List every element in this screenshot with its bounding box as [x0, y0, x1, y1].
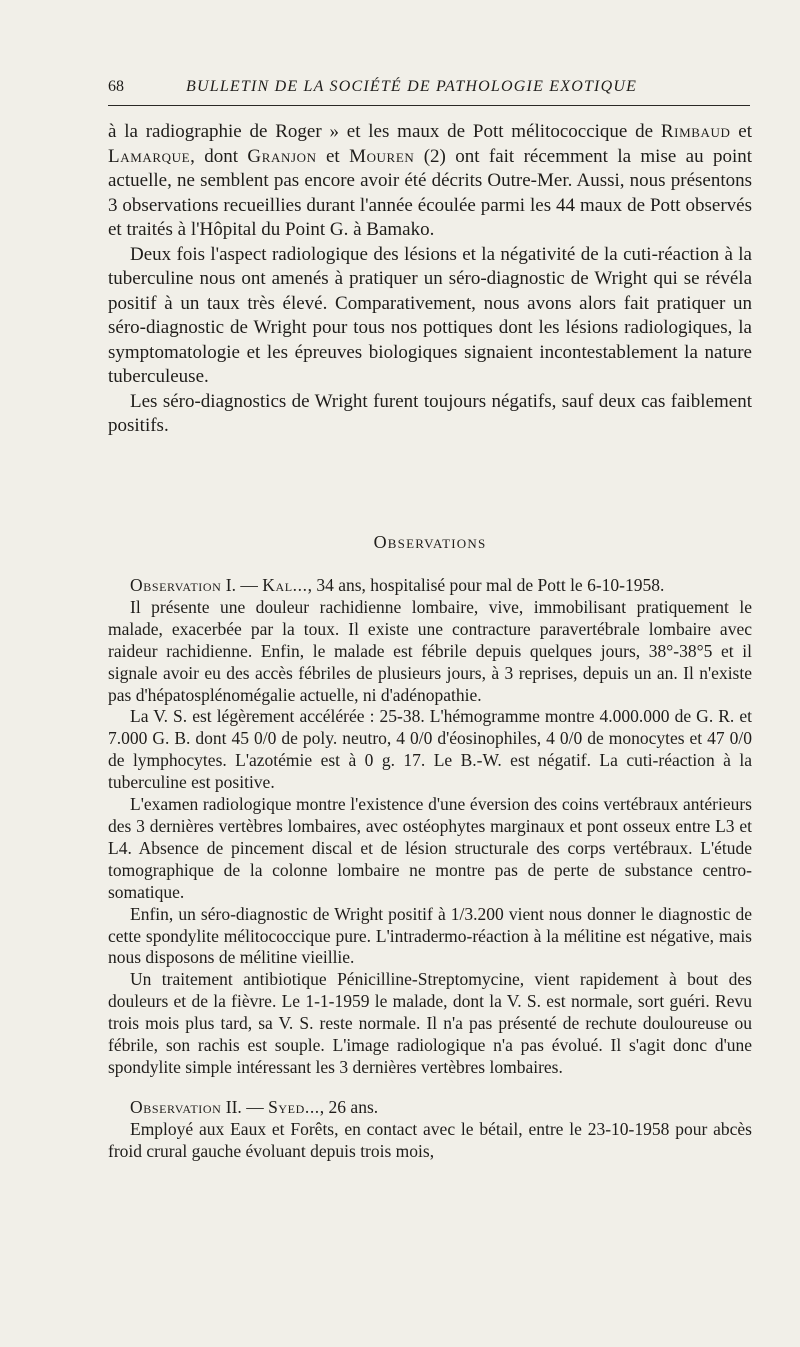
text-run: , dont	[190, 145, 248, 167]
observation-number: II.	[221, 1096, 242, 1117]
intro-paragraph-2: Deux fois l'aspect radiologique des lésions et la négativité de la cuti-réaction à la tuberculine nous ont amenés à pratiquer un séro-diagnostic de Wright qui se révéla positif à un taux très élevé. Comparativement, nous avons alors fait pratiquer un séro-diagnostic de Wright pour tous nos pottiques dont les lésions radiologiques, la symptomatologie et les épreuves biologiques signaient incontestablement la nature tuberculeuse.	[108, 243, 752, 387]
author-name: Mouren	[349, 145, 415, 167]
section-heading: Observations	[373, 532, 487, 552]
observation-1-paragraph-2: La V. S. est légèrement accélérée : 25-38. L'hémogramme montre 4.000.000 de G. R. et 7.000 G. B. dont 45 0/0 de poly. neutro, 4 0/0 d'éosinophiles, 4 0/0 de monocytes et 47 0/0 de lymphocytes. L'azotémie est à 0 g. 17. Le B.-W. est négatif. La cuti-réaction à la tuberculine est positive.	[108, 706, 752, 793]
observation-1-heading	[108, 575, 752, 597]
text-run: à la radiographie de Roger » et les maux de Pott mélitococcique de	[108, 121, 661, 142]
text-run: —	[241, 1096, 269, 1117]
observation-1-paragraph-1: Il présente une douleur rachidienne lombaire, vive, immobilisant pratiquement le malade, exacerbée par la toux. Il existe une contracture paravertébrale lombaire avec raideur rachidienne. Enfin, le malade est fébrile depuis quelques jours, 38°-38°5 et il signale avoir eu des accès fébriles de plusieurs jours, à 3 reprises, depuis un an. Il n'existe pas d'hépatosplénomégalie actuelle, ni d'adénopathie.	[108, 596, 752, 705]
text-run: —	[235, 575, 263, 595]
observation-2-heading	[108, 1097, 752, 1119]
header-rule	[108, 105, 750, 106]
page-number: 68	[108, 78, 124, 95]
observation-1-paragraph-3: L'examen radiologique montre l'existence d'une éversion des coins vertébraux antérieurs des 3 dernières vertèbres lombaires, avec ostéophytes marginaux et pont osseux entre L3 et L4. Absence de pincement discal et de lésion structurale des corps vertébraux. L'étude tomographique de la colonne lombaire ne montre pas de perte de substance centro-somatique.	[108, 794, 752, 902]
patient-name: Kal...	[262, 575, 308, 595]
observation-2-paragraph-1: Employé aux Eaux et Forêts, en contact avec le bétail, entre le 23-10-1958 pour abcès froid crural gauche évoluant depuis trois mois,	[108, 1118, 752, 1161]
observation-label: Observation	[130, 1096, 222, 1117]
text-run: et	[316, 145, 350, 167]
observation-1-paragraph-4: Enfin, un séro-diagnostic de Wright positif à 1/3.200 vient nous donner le diagnostic de cette spondylite mélitococcique pure. L'intradermo-réaction à la mélitine est négative, mais nous disposons de mélitine vieillie.	[108, 903, 752, 968]
text-run: (2) ont fait récemment la mise au point actuelle, ne semblent pas encore avoir été décrits Outre-Mer. Aussi, nous présentons 3 observations recueillies durant l'année écoulée parmi les 44 maux de Pott observés et traités à l'Hôpital du Point G. à Bamako.	[108, 145, 753, 240]
author-name: Rimbaud	[660, 121, 731, 142]
text-run: , 34 ans, hospitalisé pour mal de Pott le 6-10-1958.	[307, 575, 665, 595]
page-header	[108, 78, 750, 102]
intro-paragraph-3: Les séro-diagnostics de Wright furent toujours négatifs, sauf deux cas faiblement positifs.	[108, 390, 752, 436]
text-run: et	[730, 121, 752, 142]
text-run: , 26 ans.	[319, 1096, 379, 1117]
intro-paragraph-1	[108, 120, 752, 243]
spacer	[108, 1079, 752, 1097]
observations-text	[108, 575, 752, 1163]
observation-1-paragraph-5: Un traitement antibiotique Pénicilline-Streptomycine, vient rapidement à bout des douleurs et de la fièvre. Le 1-1-1959 le malade, dont la V. S. est normale, sort guéri. Revu trois mois plus tard, sa V. S. reste normale. Il n'a pas présenté de rechute douloureuse ou fébrile, son rachis est souple. L'image radiologique n'a pas évolué. Il s'agit donc d'une spondylite simple intéressant les 3 dernières vertèbres lombaires.	[108, 969, 752, 1077]
intro-text	[108, 120, 752, 439]
author-name: Lamarque	[108, 145, 191, 167]
author-name: Granjon	[247, 145, 317, 167]
observation-label: Observation	[130, 575, 222, 595]
running-title: BULLETIN DE LA SOCIÉTÉ DE PATHOLOGIE EXOTIQUE	[186, 78, 638, 95]
observation-number: I.	[221, 575, 236, 595]
patient-name: Syed...	[268, 1096, 320, 1117]
